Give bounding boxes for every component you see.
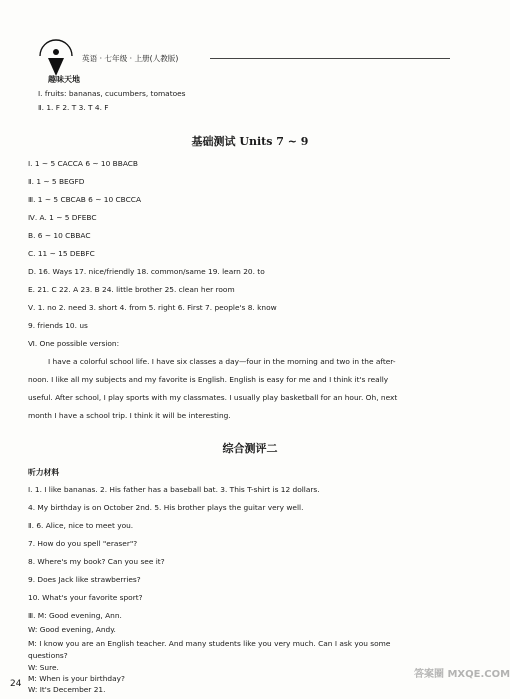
comp-line-1: Ⅰ. 1. I like bananas. 2. His father has a baseball bat. 3. This T-shirt is 12 dollars. — [28, 485, 320, 494]
comp-line-12: W: Sure. — [28, 663, 59, 672]
basic-line-1: Ⅰ. 1 ~ 5 CACCA 6 ~ 10 BBACB — [28, 159, 138, 168]
listening-label: 听力材料 — [28, 468, 60, 477]
comp-line-9: W: Good evening, Andy. — [28, 625, 116, 634]
comp-line-11: questions? — [28, 651, 68, 660]
comp-line-5: 8. Where's my book? Can you see it? — [28, 557, 165, 566]
basic-line-7: D. 16. Ways 17. nice/friendly 18. common/same 19. learn 20. to — [28, 267, 265, 276]
fun-answer-line-1: Ⅰ. fruits: bananas, cucumbers, tomatoes — [38, 89, 186, 98]
essay-line-1: I have a colorful school life. I have six classes a day—four in the morning and two in the after- — [48, 357, 396, 366]
comp-line-2: 4. My birthday is on October 2nd. 5. His brother plays the guitar very well. — [28, 503, 304, 512]
basic-line-2: Ⅱ. 1 ~ 5 BEGFD — [28, 177, 85, 186]
basic-line-9: Ⅴ. 1. no 2. need 3. short 4. from 5. right 6. First 7. people's 8. know — [28, 303, 277, 312]
essay-line-4: month I have a school trip. I think it will be interesting. — [28, 411, 231, 420]
comp-line-8: Ⅲ. M: Good evening, Ann. — [28, 611, 122, 620]
essay-line-3: useful. After school, I play sports with my classmates. I usually play basketball for an hour. Oh, next — [28, 393, 398, 402]
comp-line-4: 7. How do you spell "eraser"? — [28, 539, 138, 548]
comp-line-10: M: I know you are an English teacher. And many students like you very much. Can I ask you some — [28, 639, 391, 648]
section-title-comprehensive: 综合测评二 — [222, 442, 278, 455]
comp-line-6: 9. Does Jack like strawberries? — [28, 575, 141, 584]
basic-line-11: Ⅵ. One possible version: — [28, 339, 120, 348]
section-title-basic-test: 基础测试 Units 7 ~ 9 — [191, 135, 309, 148]
fun-answer-line-2: Ⅱ. 1. F 2. T 3. T 4. F — [38, 103, 109, 112]
basic-line-5: B. 6 ~ 10 CBBAC — [28, 231, 91, 240]
page-number: 24 — [10, 679, 22, 689]
basic-line-6: C. 11 ~ 15 DEBFC — [28, 249, 95, 258]
basic-line-4: Ⅳ. A. 1 ~ 5 DFEBC — [28, 213, 97, 222]
header-divider — [210, 58, 450, 59]
essay-line-2: noon. I like all my subjects and my favorite is English. English is easy for me and I think it's really — [28, 375, 389, 384]
school-logo-icon — [36, 38, 76, 78]
basic-line-8: E. 21. C 22. A 23. B 24. little brother 25. clean her room — [28, 285, 235, 294]
comp-line-3: Ⅱ. 6. Alice, nice to meet you. — [28, 521, 134, 530]
comp-line-13: M: When is your birthday? — [28, 674, 125, 683]
basic-line-3: Ⅲ. 1 ~ 5 CBCAB 6 ~ 10 CBCCA — [28, 195, 141, 204]
header-text: 英语 · 七年级 · 上册(人教版) — [82, 54, 179, 63]
comp-line-14: W: It's December 21. — [28, 685, 106, 694]
basic-line-10: 9. friends 10. us — [28, 321, 88, 330]
comp-line-7: 10. What's your favorite sport? — [28, 593, 143, 602]
section-title-fun: 趣味天地 — [48, 75, 80, 84]
watermark-logo: 答案圈 MXQE.COM — [414, 669, 510, 680]
